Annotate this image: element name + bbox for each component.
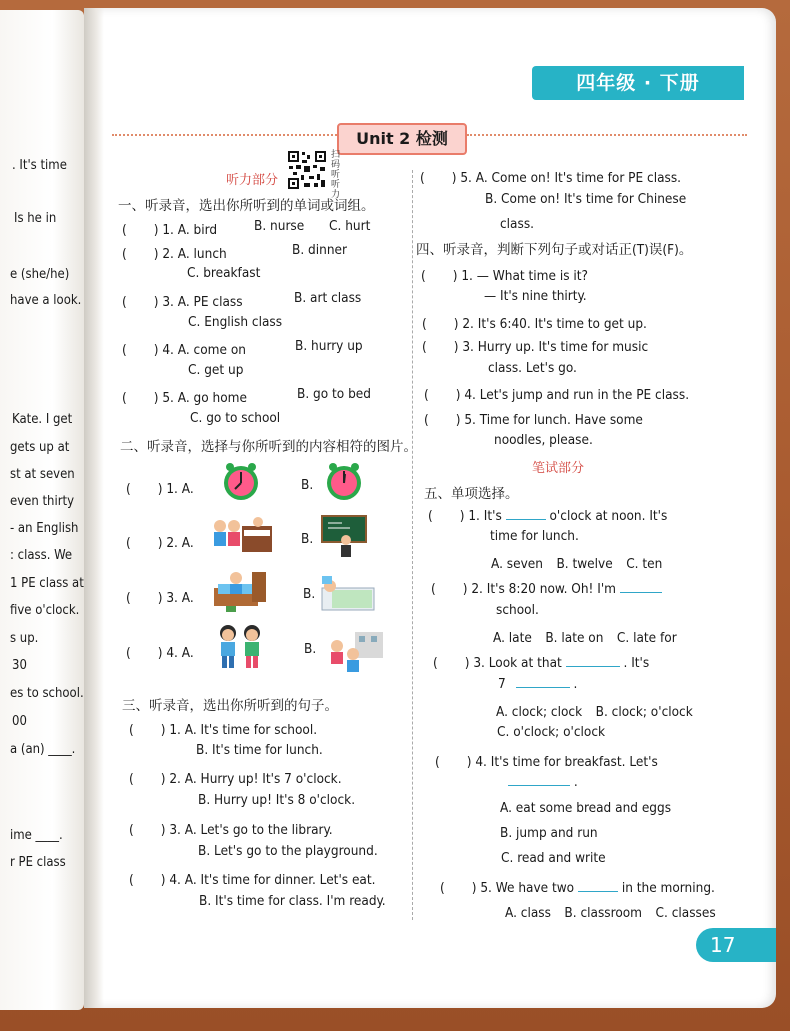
s4-q1-a: ( ) 1. — What time is it? xyxy=(421,268,588,284)
s5-q4: ( ) 4. It's time for breakfast. Let's xyxy=(435,754,658,770)
s4-q2: ( ) 2. It's 6:40. It's time to get up. xyxy=(422,316,647,332)
section-2-title: 二、听录音，选择与你所听到的内容相符的图片。 xyxy=(120,439,417,455)
left-page-fragment: a (an) ____. xyxy=(10,742,76,757)
left-page-fragment: five o'clock. xyxy=(10,603,80,618)
children-school-icon xyxy=(323,628,385,676)
s5-q3-options-2: C. o'clock; o'clock xyxy=(497,724,606,740)
s1-q1-c: C. hurt xyxy=(329,218,371,234)
qr-caption: 扫码听听力 xyxy=(331,150,341,200)
s5-q1-line2: time for lunch. xyxy=(490,528,579,544)
s3-q4-a: ( ) 4. A. It's time for dinner. Let's eat. xyxy=(129,872,376,888)
s5-q3-options: A. clock; clock B. clock; o'clock xyxy=(496,704,693,720)
left-page-fragment: : class. We xyxy=(10,548,73,563)
s5-q5 xyxy=(440,876,715,896)
column-divider xyxy=(412,170,413,920)
s5-q2-line2: school. xyxy=(496,602,539,618)
s4-q5-b: noodles, please. xyxy=(494,432,593,448)
s3-q5-a: ( ) 5. A. Come on! It's time for PE class. xyxy=(420,170,682,186)
left-page-fragment: 1 PE class at xyxy=(10,576,84,591)
s5-q4-b: B. jump and run xyxy=(500,825,598,841)
s5-q5-options: A. class B. classroom C. classes xyxy=(505,905,716,921)
s3-q5-b: B. Come on! It's time for Chinese xyxy=(485,191,687,207)
s1-q3: ( ) 3. A. PE class xyxy=(122,294,243,310)
s1-q3-b: B. art class xyxy=(294,290,362,306)
section-3-title: 三、听录音，选出你所听到的句子。 xyxy=(122,698,338,714)
children-running-icon xyxy=(214,624,266,672)
s1-q2-c: C. breakfast xyxy=(187,265,261,281)
s1-q1: ( ) 1. A. bird xyxy=(122,222,218,238)
s1-q5: ( ) 5. A. go home xyxy=(122,390,247,406)
s1-q5-c: C. go to school xyxy=(190,410,281,426)
left-page-fragment: r PE class xyxy=(10,855,66,870)
listening-part-label: 听力部分 xyxy=(226,173,279,188)
s5-q3-line2-text: 7 xyxy=(498,676,506,692)
title-dotted-line-left xyxy=(112,134,337,136)
s5-q2-options: A. late B. late on C. late for xyxy=(493,630,677,646)
s2-q4-b: B. xyxy=(304,641,317,657)
blackboard-teacher-icon xyxy=(320,514,368,558)
s3-q2-a: ( ) 2. A. Hurry up! It's 7 o'clock. xyxy=(129,771,342,787)
s4-q3-b: class. Let's go. xyxy=(488,360,577,376)
s5-q1-options: A. seven B. twelve C. ten xyxy=(491,556,663,572)
s5-q4-blank-line: . xyxy=(508,774,578,790)
s1-q4-b: B. hurry up xyxy=(295,338,363,354)
s5-q1 xyxy=(428,504,667,524)
alarm-clock-icon xyxy=(221,462,261,502)
answer-blank[interactable] xyxy=(578,891,618,892)
picture-kids-running xyxy=(214,624,266,672)
s5-q2 xyxy=(431,577,662,597)
left-page-fragment: Is he in xyxy=(14,211,57,226)
s1-q5-b: B. go to bed xyxy=(297,386,371,402)
s3-q5-b-cont: class. xyxy=(500,216,535,232)
s5-q5-post: in the morning. xyxy=(621,880,715,896)
s4-q3-a: ( ) 3. Hurry up. It's time for music xyxy=(422,339,649,355)
answer-blank[interactable] xyxy=(508,785,570,786)
s1-q1-b: B. nurse xyxy=(254,218,305,234)
picture-boy-sleeping xyxy=(318,572,376,616)
left-page-fragment: 00 xyxy=(12,714,27,729)
s3-q3-a: ( ) 3. A. Let's go to the library. xyxy=(129,822,333,838)
s3-q4-b: B. It's time for class. I'm ready. xyxy=(199,893,386,909)
answer-blank[interactable] xyxy=(506,519,546,520)
answer-blank[interactable] xyxy=(516,687,570,688)
left-page-fragment: ime ____. xyxy=(10,828,63,843)
children-piano-icon xyxy=(208,516,274,556)
s5-q1-post: o'clock at noon. It's xyxy=(549,508,668,524)
s1-q2: ( ) 2. A. lunch xyxy=(122,246,227,262)
s5-q1-pre: ( ) 1. It's xyxy=(428,508,502,524)
qr-code-icon xyxy=(287,150,327,190)
s2-q4: ( ) 4. A. xyxy=(126,645,194,661)
s3-q3-b: B. Let's go to the playground. xyxy=(198,843,378,859)
s2-q2-b: B. xyxy=(301,531,314,547)
s5-q5-pre: ( ) 5. We have two xyxy=(440,880,575,896)
s5-q4-c: C. read and write xyxy=(501,850,606,866)
left-page-fragment: es to school. xyxy=(10,686,84,701)
s3-q2-b: B. Hurry up! It's 8 o'clock. xyxy=(198,792,356,808)
page-number: 17 xyxy=(696,928,776,962)
unit-title: Unit 2 检测 xyxy=(337,123,467,155)
left-page-fragment: even thirty xyxy=(10,494,74,509)
left-page-fragment: e (she/he) xyxy=(10,267,70,282)
s5-q3 xyxy=(433,651,649,671)
left-page-fragment: s up. xyxy=(10,631,39,646)
answer-blank[interactable] xyxy=(620,592,662,593)
s5-q3-pre: ( ) 3. Look at that xyxy=(433,655,562,671)
answer-blank[interactable] xyxy=(566,666,620,667)
sleeping-in-bed-icon xyxy=(318,572,376,616)
s5-q3-line2: 7 . xyxy=(498,676,578,692)
picture-boy-waking xyxy=(208,568,270,614)
title-dotted-line-right xyxy=(467,134,747,136)
section-5-title: 五、单项选择。 xyxy=(424,486,519,502)
s3-q1-b: B. It's time for lunch. xyxy=(196,742,323,758)
s2-q1-b: B. xyxy=(301,477,314,493)
alarm-clock-icon xyxy=(324,462,364,502)
s1-q4: ( ) 4. A. come on xyxy=(122,342,246,358)
left-page-fragment: . It's time xyxy=(12,158,67,173)
left-page-fragment: st at seven xyxy=(10,467,75,482)
clock-picture-b xyxy=(324,462,364,502)
s2-q2: ( ) 2. A. xyxy=(126,535,194,551)
s4-q4: ( ) 4. Let's jump and run in the PE class. xyxy=(424,387,690,403)
book-gutter xyxy=(84,8,104,1008)
section-4-title: 四、听录音，判断下列句子或对话正(T)误(F)。 xyxy=(416,242,693,258)
section-1-title: 一、听录音，选出你所听到的单词或词组。 xyxy=(118,198,375,214)
picture-classroom xyxy=(320,514,368,558)
s4-q5-a: ( ) 5. Time for lunch. Have some xyxy=(424,412,643,428)
written-part-label: 笔试部分 xyxy=(532,461,585,476)
s4-q1-b: — It's nine thirty. xyxy=(484,288,587,304)
s1-q2-b: B. dinner xyxy=(292,242,347,258)
s5-q2-pre: ( ) 2. It's 8:20 now. Oh! I'm xyxy=(431,581,617,597)
s5-q3-post: . It's xyxy=(623,655,650,671)
left-page-fragment: gets up at xyxy=(10,440,70,455)
left-page-fragment: have a look. xyxy=(10,293,82,308)
s2-q1: ( ) 1. A. xyxy=(126,481,194,497)
s2-q3-b: B. xyxy=(303,586,316,602)
s5-q4-a: A. eat some bread and eggs xyxy=(500,800,672,816)
picture-kids-school xyxy=(323,628,385,676)
grade-banner: 四年级 · 下册 xyxy=(532,66,744,100)
left-page-fragment: 30 xyxy=(12,658,27,673)
s1-q3-c: C. English class xyxy=(188,314,283,330)
left-page-fragment: Kate. I get xyxy=(12,412,73,427)
s3-q1-a: ( ) 1. A. It's time for school. xyxy=(129,722,318,738)
s2-q3: ( ) 3. A. xyxy=(126,590,194,606)
picture-music-room xyxy=(208,516,274,556)
left-page-fragment: - an English xyxy=(10,521,79,536)
bed-wake-up-icon xyxy=(208,568,270,614)
s1-q4-c: C. get up xyxy=(188,362,244,378)
clock-picture-a xyxy=(221,462,261,502)
